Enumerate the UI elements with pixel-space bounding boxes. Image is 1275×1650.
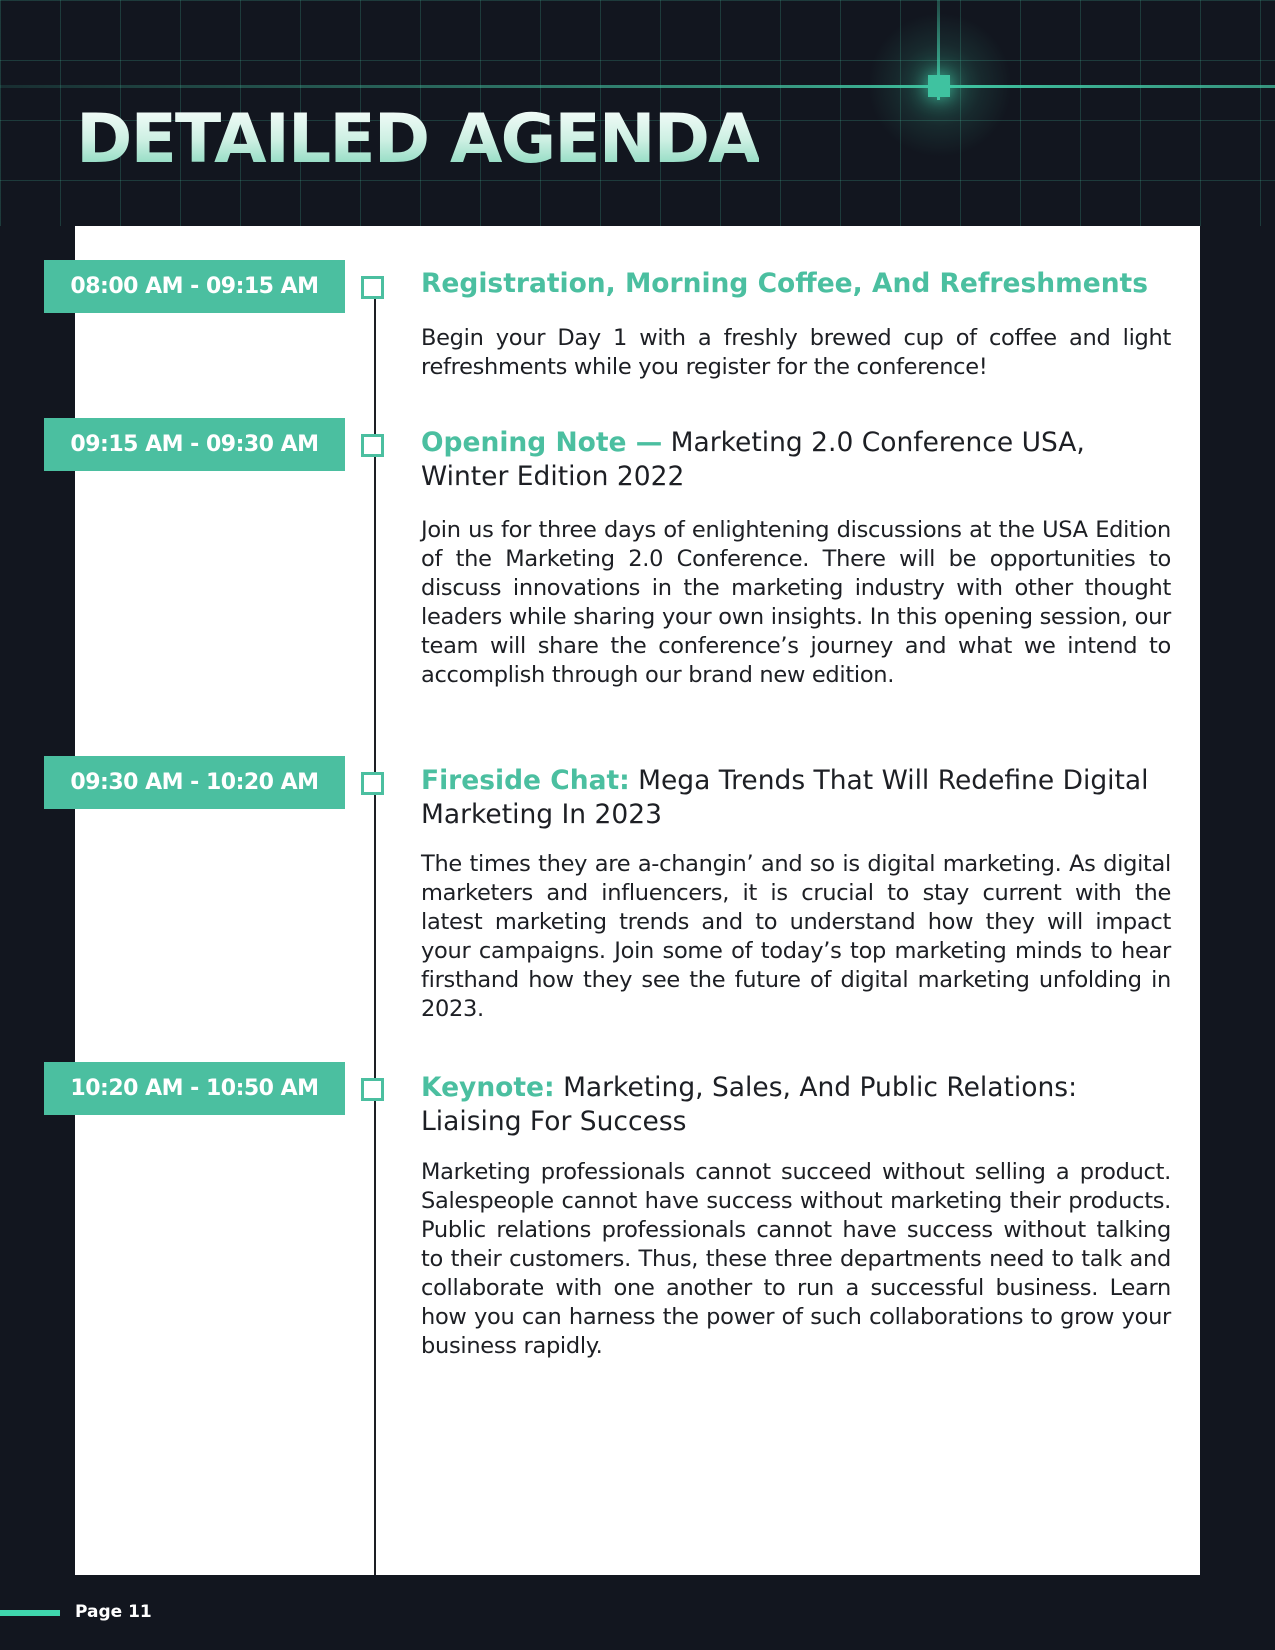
session-title-highlight: Opening Note — [421,427,663,458]
session-title [421,426,1171,494]
session-description: Join us for three days of enlightening discussions at the USA Edition of the Marketing 2.0 Conference. There will be opportunities to discuss innovations in the marketing industry with other thought leaders while sharing your own insights. In this opening session, our team will share the conference’s journey and what we intend to accomplish through our brand new edition. [421,517,1171,688]
header-node-square [928,75,950,97]
session-title-highlight: Registration, Morning Coffee, And Refreshments [421,268,1149,299]
timeline-marker [361,1078,384,1101]
session-time-tag: 09:30 AM - 10:20 AM [44,756,345,809]
timeline-marker [361,772,384,795]
page-title: DETAILED AGENDA [76,100,759,179]
footer-accent-bar [0,1610,60,1616]
session-time-tag: 09:15 AM - 09:30 AM [44,418,345,471]
header-banner [0,0,1275,226]
session-title [421,267,1171,301]
session-title-highlight: Fireside Chat: [421,765,630,796]
session-title-rest: Marketing, Sales, And Public Relations: Liaising For Success [421,1072,1078,1137]
page-number: Page 11 [75,1602,152,1622]
session-title-rest: Mega Trends That Will Redefine Digital Marketing In 2023 [421,765,1149,830]
session-description: Begin your Day 1 with a freshly brewed cup of coffee and light refreshments while you register for the conference! [421,325,1171,380]
session-description: The times they are a-changin’ and so is digital marketing. As digital marketers and influencers, it is crucial to stay current with the latest marketing trends and to understand how they will impact your campaigns. Join some of today’s top marketing minds to hear firsthand how they see the future of digital marketing unfolding in 2023. [421,851,1171,1022]
session-title-highlight: Keynote: [421,1072,555,1103]
session-title-rest: Marketing 2.0 Conference USA, Winter Edition 2022 [421,427,1085,492]
timeline-marker [361,276,384,299]
session-title [421,764,1171,832]
timeline-marker [361,434,384,457]
session-description: Marketing professionals cannot succeed without selling a product. Salespeople cannot have success without marketing their products. Public relations professionals cannot have success without talking to their customers. Thus, these three departments need to talk and collaborate with one another to run a successful business. Learn how you can harness the power of such collaborations to grow your business rapidly. [421,1159,1171,1359]
timeline-line [374,290,376,1575]
session-time-tag: 10:20 AM - 10:50 AM [44,1062,345,1115]
session-time-tag: 08:00 AM - 09:15 AM [44,260,345,313]
header-horizontal-line [0,85,1275,88]
session-title [421,1071,1171,1139]
